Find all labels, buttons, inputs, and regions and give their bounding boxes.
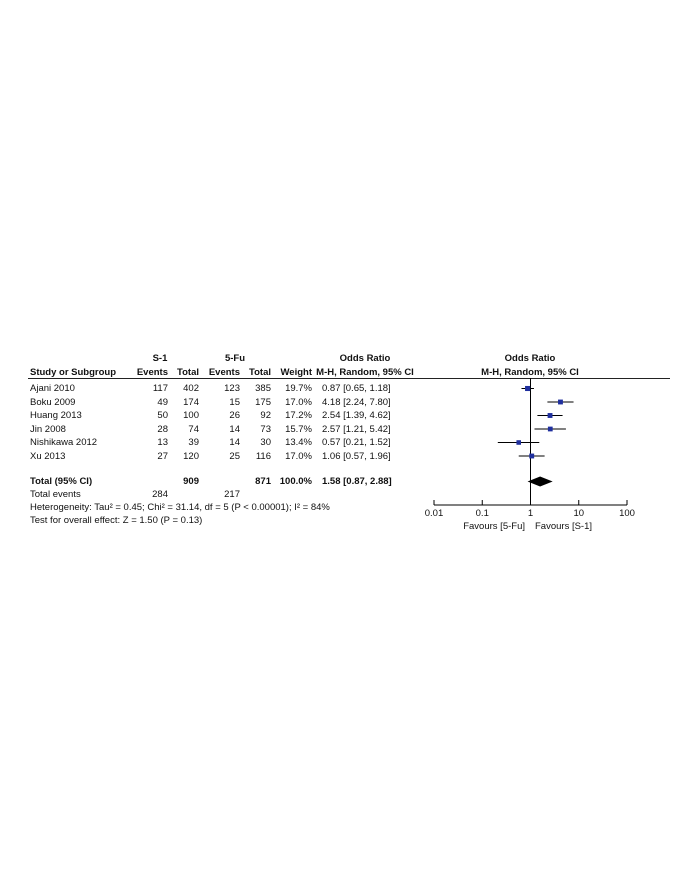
g1-events: 117	[152, 383, 168, 394]
g2-events: 14	[229, 437, 240, 448]
g1-total: 39	[188, 437, 199, 448]
g1-events: 49	[157, 396, 168, 408]
g1-total: 120	[183, 450, 199, 462]
g1-total-header: Total	[177, 367, 199, 378]
method-header-right: M-H, Random, 95% CI	[481, 367, 579, 378]
study-name: Xu 2013	[30, 450, 66, 462]
heterogeneity-text: Heterogeneity: Tau² = 0.45; Chi² = 31.14, df = 5 (P < 0.00001); I² = 84%	[30, 502, 330, 513]
g2-events: 15	[229, 396, 240, 408]
x-tick-label: 1	[527, 508, 534, 519]
total-ci-text: 1.58 [0.87, 2.88]	[322, 476, 392, 487]
g1-events: 27	[157, 450, 168, 462]
total-g2: 871	[255, 476, 271, 487]
study-weight: 17.0%	[285, 396, 312, 408]
study-ci-text: 2.57 [1.21, 5.42]	[322, 423, 391, 435]
g2-total: 30	[260, 437, 271, 448]
group1-header: S-1	[152, 353, 168, 364]
g2-total: 385	[255, 383, 271, 394]
total-events-label: Total events	[30, 489, 81, 500]
favours-right-label: Favours [S-1]	[535, 521, 593, 532]
study-ci-text: 2.54 [1.39, 4.62]	[322, 410, 391, 421]
g1-total: 402	[183, 383, 199, 394]
study-weight: 13.4%	[285, 437, 312, 448]
point-estimate-marker	[529, 454, 534, 459]
study-weight: 15.7%	[285, 423, 312, 435]
g1-events: 28	[157, 423, 168, 435]
point-estimate-marker	[525, 386, 530, 391]
weight-header: Weight	[280, 367, 312, 378]
x-tick-label: 0.1	[475, 508, 489, 519]
g2-total: 116	[255, 450, 271, 462]
g1-events: 50	[157, 410, 168, 421]
x-tick-label: 100	[619, 508, 635, 519]
study-ci-text: 0.87 [0.65, 1.18]	[322, 383, 391, 394]
x-tick-label: 10	[573, 508, 585, 519]
favours-left-label: Favours [5-Fu]	[463, 521, 525, 532]
group2-header: 5-Fu	[224, 353, 246, 364]
point-estimate-marker	[548, 427, 553, 432]
g2-events: 14	[229, 423, 240, 435]
g1-total: 100	[183, 410, 199, 421]
odds-ratio-header-right: Odds Ratio	[504, 353, 556, 364]
study-name: Jin 2008	[30, 423, 66, 435]
method-header-left: M-H, Random, 95% CI	[316, 367, 414, 378]
x-tick-label: 0.01	[424, 508, 444, 519]
total-g1: 909	[183, 476, 199, 487]
point-estimate-marker	[516, 440, 521, 445]
g2-events: 26	[229, 410, 240, 421]
study-weight: 19.7%	[285, 383, 312, 394]
study-name: Nishikawa 2012	[30, 437, 98, 448]
g2-events: 123	[224, 383, 240, 394]
total-events-g1: 284	[152, 489, 168, 500]
g1-total: 174	[183, 396, 199, 408]
study-weight: 17.0%	[285, 450, 312, 462]
g2-total: 175	[255, 396, 271, 408]
point-estimate-marker	[548, 413, 553, 418]
overall-effect-text: Test for overall effect: Z = 1.50 (P = 0.13)	[30, 515, 203, 526]
total-events-g2: 217	[224, 489, 240, 500]
study-name: Ajani 2010	[30, 383, 75, 394]
study-ci-text: 1.06 [0.57, 1.96]	[322, 450, 391, 462]
odds-ratio-header-left: Odds Ratio	[339, 353, 391, 364]
g2-events: 25	[229, 450, 240, 462]
study-column-header: Study or Subgroup	[30, 367, 117, 378]
total-weight: 100.0%	[279, 476, 312, 487]
total-label: Total (95% CI)	[30, 476, 93, 487]
g2-events-header: Events	[208, 367, 240, 378]
study-ci-text: 0.57 [0.21, 1.52]	[322, 437, 391, 448]
study-name: Huang 2013	[30, 410, 82, 421]
pooled-diamond	[528, 477, 553, 487]
g2-total-header: Total	[249, 367, 271, 378]
g2-total: 92	[260, 410, 271, 421]
g1-total: 74	[188, 423, 199, 435]
study-weight: 17.2%	[285, 410, 312, 421]
point-estimate-marker	[558, 400, 563, 405]
study-ci-text: 4.18 [2.24, 7.80]	[322, 396, 391, 408]
study-name: Boku 2009	[30, 396, 76, 408]
g1-events-header: Events	[136, 367, 168, 378]
g1-events: 13	[157, 437, 168, 448]
g2-total: 73	[260, 423, 271, 435]
